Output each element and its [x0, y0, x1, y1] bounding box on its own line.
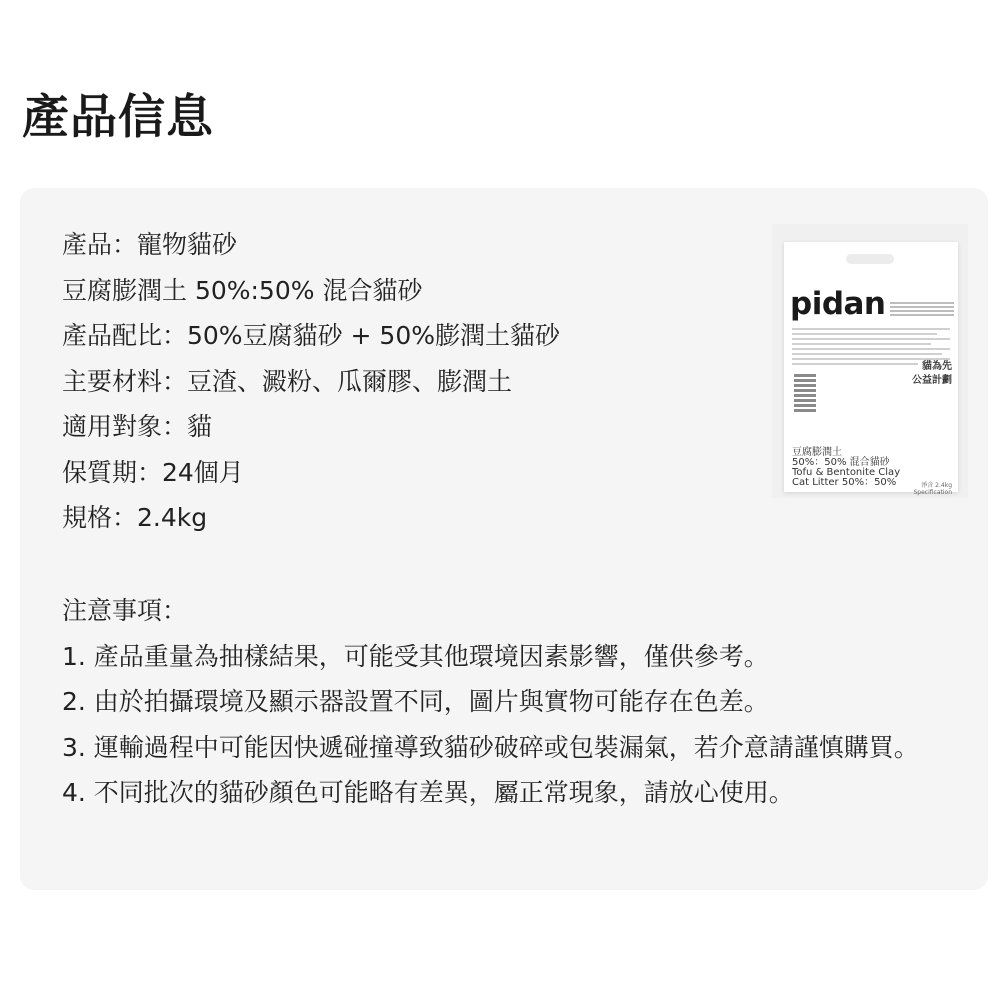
badge-line-2: 公益計劃	[912, 375, 952, 386]
note-item: 4. 不同批次的貓砂顏色可能略有差異，屬正常現象，請放心使用。	[62, 778, 794, 807]
bag-weight	[913, 482, 952, 496]
bag-name-line: Tofu & Bentonite Clay	[792, 467, 901, 478]
bag-weight-value: 淨含 2.4kg	[921, 482, 952, 489]
bag-handle	[846, 254, 894, 264]
bag-product-name	[792, 448, 900, 488]
bag-weight-label: Specification	[913, 489, 952, 496]
litter-bag	[784, 242, 958, 496]
spec-type: 豆腐膨潤土 50%:50% 混合貓砂	[62, 275, 423, 305]
spec-target: 適用對象：貓	[62, 412, 213, 441]
bag-name-line: Cat Litter 50%：50%	[792, 477, 897, 488]
spec-materials: 主要材料：豆渣、澱粉、瓜爾膠、膨潤土	[62, 366, 513, 396]
spec-shelf-life: 保質期：24個月	[62, 457, 244, 487]
note-item: 2. 由於拍攝環境及顯示器設置不同，圖片與實物可能存在色差。	[62, 687, 769, 716]
spec-product: 產品：寵物貓砂	[62, 230, 238, 259]
spec-ratio: 產品配比：50%豆腐貓砂 + 50%膨潤土貓砂	[62, 321, 560, 350]
page-title: 產品信息	[22, 90, 214, 145]
brand-logo: pidan	[790, 286, 886, 322]
bag-name-line: 豆腐膨潤土	[792, 447, 842, 458]
spec-size: 規格：2.4kg	[62, 503, 208, 532]
notes-title: 注意事項：	[62, 596, 188, 625]
badge-line-1: 貓為先	[922, 361, 952, 372]
info-card	[20, 188, 988, 890]
note-item: 1. 產品重量為抽樣結果，可能受其他環境因素影響，僅供參考。	[62, 641, 769, 671]
fine-print	[890, 302, 954, 320]
note-item: 3. 運輸過程中可能因快遞碰撞導致貓砂破碎或包裝漏氣，若介意請謹慎購買。	[62, 732, 919, 762]
icon-strip	[794, 374, 816, 426]
spec-list	[62, 222, 702, 541]
bag-name-line: 50%：50% 混合貓砂	[792, 457, 890, 468]
charity-badge	[912, 360, 952, 398]
notes-section	[62, 588, 962, 816]
product-package-image	[772, 224, 968, 498]
